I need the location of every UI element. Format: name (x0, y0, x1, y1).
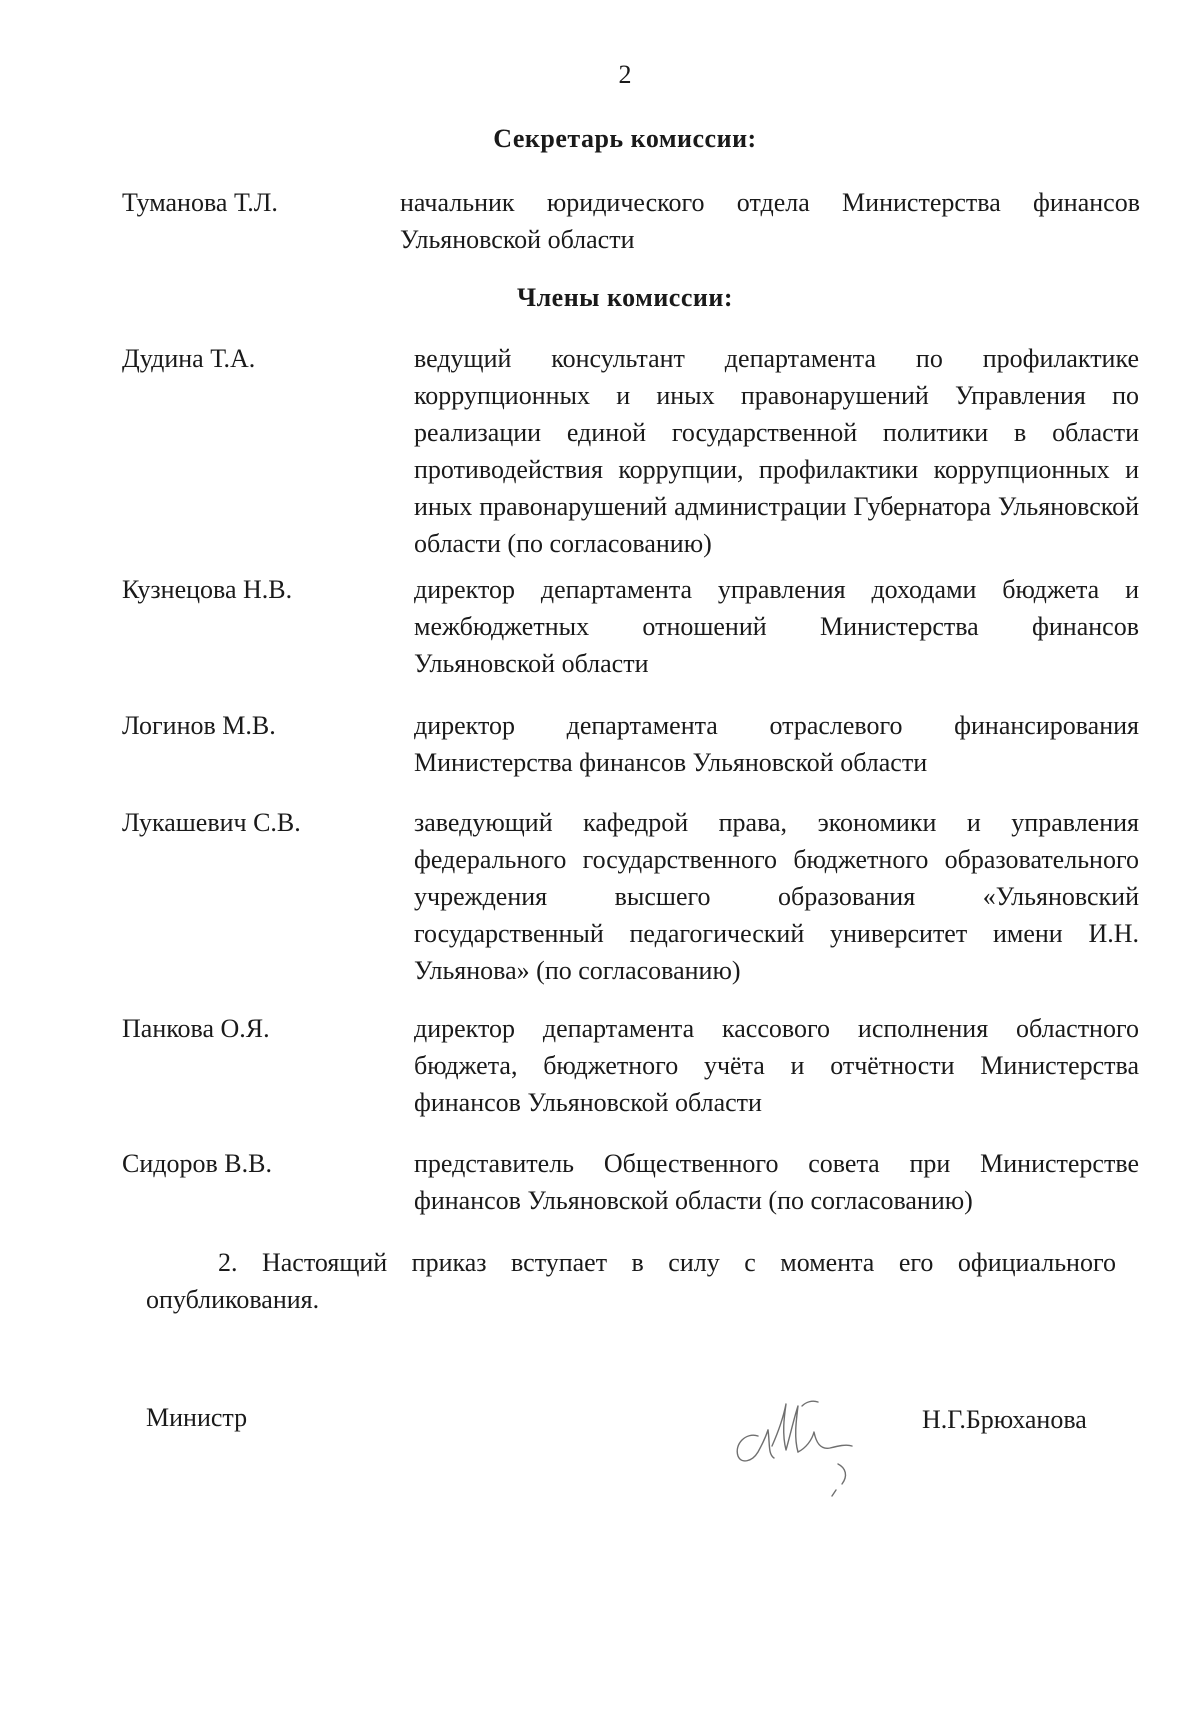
member-name: Лукашевич С.В. (122, 808, 301, 837)
member-role: представитель Общественного совета при Министерстве финансов Ульяновской области (по согласованию) (414, 1149, 1139, 1215)
signatory-name: Н.Г.Брюханова (922, 1405, 1087, 1434)
member-role: директор департамента управления доходами бюджета и межбюджетных отношений Министерства финансов Ульяновской области (414, 575, 1139, 678)
member-name: Сидоров В.В. (122, 1149, 272, 1178)
signatory-title: Министр (146, 1403, 248, 1432)
member-role: начальник юридического отдела Министерства финансов Ульяновской области (400, 188, 1140, 254)
member-role: директор департамента отраслевого финансирования Министерства финансов Ульяновской области (414, 711, 1139, 777)
secretary-heading: Секретарь комиссии: (493, 124, 757, 153)
handwritten-signature-icon (728, 1388, 878, 1498)
member-name: Туманова Т.Л. (122, 188, 278, 217)
member-role: ведущий консультант департамента по профилактике коррупционных и иных правонарушений Управления по реализации единой государственной политики в области противодействия коррупции, профилактики коррупционных и иных правонарушений администрации Губернатора Ульяновской области (по согласованию) (414, 344, 1139, 558)
member-name: Панкова О.Я. (122, 1014, 270, 1043)
closing-paragraph: 2. Настоящий приказ вступает в силу с момента его официального опубликования. (146, 1248, 1116, 1314)
member-name: Логинов М.В. (122, 711, 276, 740)
member-name: Дудина Т.А. (122, 344, 256, 373)
member-role: заведующий кафедрой права, экономики и управления федерального государственного бюджетного образовательного учреждения высшего образования «Ульяновский государственный педагогический университет имени И.Н. Ульянова» (по согласованию) (414, 808, 1139, 985)
members-heading: Члены комиссии: (516, 283, 734, 312)
page-number: 2 (618, 60, 632, 89)
member-name: Кузнецова Н.В. (122, 575, 293, 604)
member-role: директор департамента кассового исполнения областного бюджета, бюджетного учёта и отчётности Министерства финансов Ульяновской области (414, 1014, 1139, 1117)
